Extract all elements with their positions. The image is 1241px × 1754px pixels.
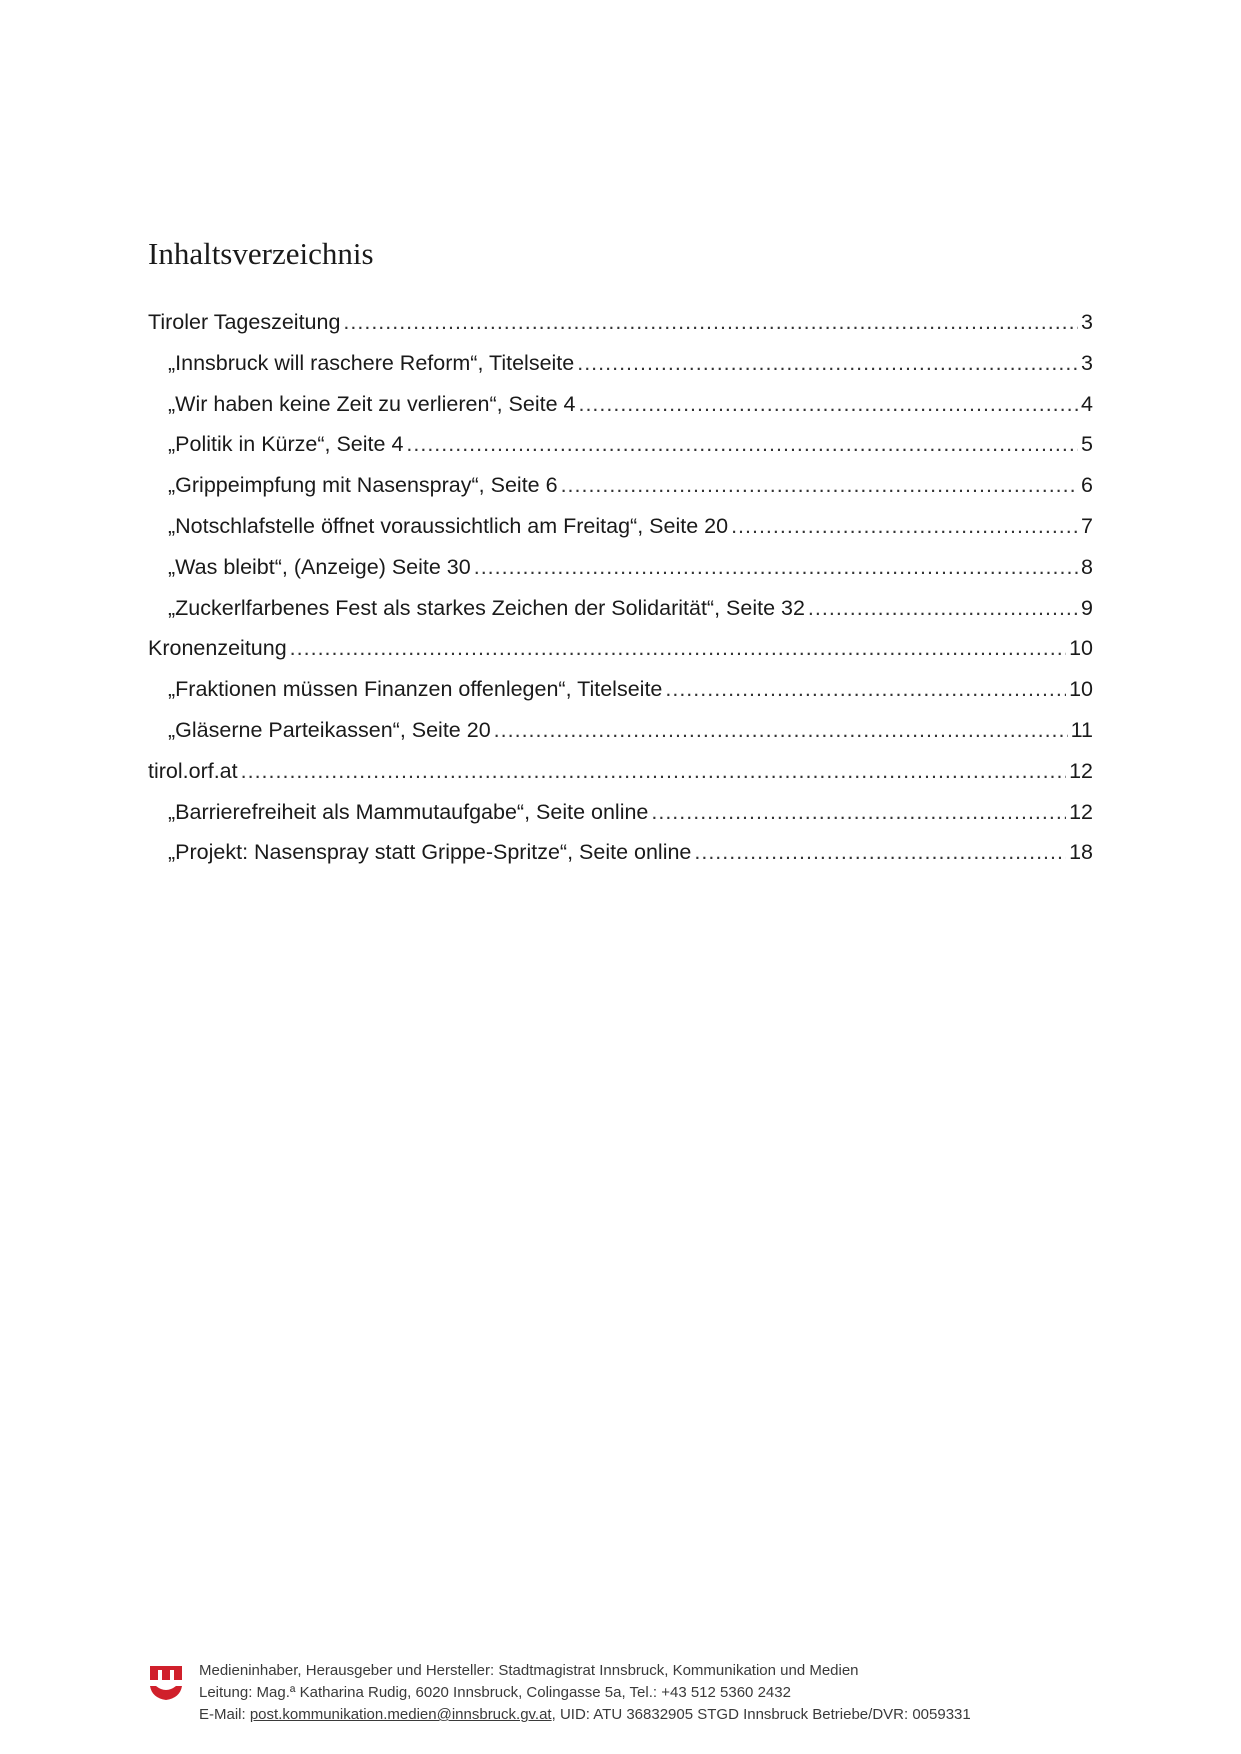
toc-entry-page: 11 [1070,717,1093,742]
toc-entry[interactable] [148,343,1093,384]
toc-entry-text: „Was bleibt“, (Anzeige) Seite 30 [168,554,471,579]
toc-leader-dots [651,792,1066,833]
toc-entry-page: 10 [1069,677,1093,702]
toc-leader-dots [290,628,1066,669]
toc-entry-text: Kronenzeitung [148,636,287,661]
toc-leader-dots [343,302,1078,343]
toc-entry-text: „Wir haben keine Zeit zu verlieren“, Seite 4 [168,391,576,416]
toc-leader-dots [406,424,1078,465]
toc-entry-text: „Projekt: Nasenspray statt Grippe-Spritze“, Seite online [168,840,692,865]
toc-entry-page: 6 [1081,473,1093,498]
toc-entry-text: „Notschlafstelle öffnet voraussichtlich am Freitag“, Seite 20 [168,513,729,538]
toc-entry[interactable] [148,424,1093,465]
toc-entry-page: 3 [1081,350,1093,375]
toc-entry-page: 9 [1081,595,1093,620]
innsbruck-logo-icon [150,1664,182,1704]
toc-entry[interactable] [148,669,1093,710]
toc-title: Inhaltsverzeichnis [148,236,374,271]
footer-line-management: Leitung: Mag.ª Katharina Rudig, 6020 Innsbruck, Colingasse 5a, Tel.: +43 512 5360 2432 [199,1684,791,1701]
toc-entry-text: „Barrierefreiheit als Mammutaufgabe“, Seite online [168,799,649,824]
toc-entry[interactable] [148,832,1093,873]
toc-list [148,302,1093,873]
toc-entry-text: „Innsbruck will raschere Reform“, Titelseite [168,350,575,375]
toc-entry-text: Tiroler Tageszeitung [148,310,341,334]
toc-entry[interactable] [148,547,1093,588]
toc-entry[interactable] [148,384,1093,425]
toc-entry-page: 18 [1069,840,1093,865]
toc-leader-dots [731,506,1078,547]
toc-entry-page: 12 [1069,799,1093,824]
footer-imprint [199,1660,971,1726]
toc-leader-dots [561,465,1078,506]
toc-entry-page: 5 [1081,432,1093,457]
toc-entry-page: 4 [1081,391,1093,416]
footer-email-link[interactable]: post.kommunikation.medien@innsbruck.gv.at [249,1706,552,1723]
toc-entry[interactable] [148,710,1093,751]
toc-entry[interactable] [148,465,1093,506]
toc-leader-dots [808,588,1078,629]
toc-entry-text: tirol.orf.at [148,758,238,783]
toc-leader-dots [578,384,1078,425]
toc-leader-dots [694,832,1066,873]
toc-leader-dots [474,547,1078,588]
footer-line-contact [199,1704,971,1726]
toc-entry[interactable] [148,588,1093,629]
footer-uid: , UID: ATU 36832905 STGD Innsbruck Betriebe/DVR: 0059331 [551,1706,971,1723]
toc-entry[interactable] [148,302,1093,343]
toc-entry[interactable] [148,628,1093,669]
toc-entry[interactable] [148,506,1093,547]
toc-entry[interactable] [148,792,1093,833]
toc-entry-text: „Gläserne Parteikassen“, Seite 20 [168,717,491,742]
toc-entry-page: 3 [1081,310,1093,334]
toc-entry-text: „Grippeimpfung mit Nasenspray“, Seite 6 [168,473,558,498]
page-footer [150,1660,1090,1730]
footer-line-publisher: Medieninhaber, Herausgeber und Hersteller: Stadtmagistrat Innsbruck, Kommunikation und Medien [199,1662,859,1679]
toc-entry-page: 7 [1081,513,1093,538]
toc-entry-text: „Politik in Kürze“, Seite 4 [168,432,404,457]
toc-leader-dots [665,669,1066,710]
toc-entry-text: „Zuckerlfarbenes Fest als starkes Zeichen der Solidarität“, Seite 32 [168,595,805,620]
toc-entry[interactable] [148,751,1093,792]
toc-entry-page: 12 [1069,758,1093,783]
toc-leader-dots [241,751,1066,792]
toc-entry-page: 8 [1081,554,1093,579]
toc-entry-page: 10 [1069,636,1093,661]
toc-leader-dots [494,710,1068,751]
toc-leader-dots [577,343,1078,384]
toc-entry-text: „Fraktionen müssen Finanzen offenlegen“, Titelseite [168,677,663,702]
footer-email-label: E-Mail: [199,1706,250,1723]
